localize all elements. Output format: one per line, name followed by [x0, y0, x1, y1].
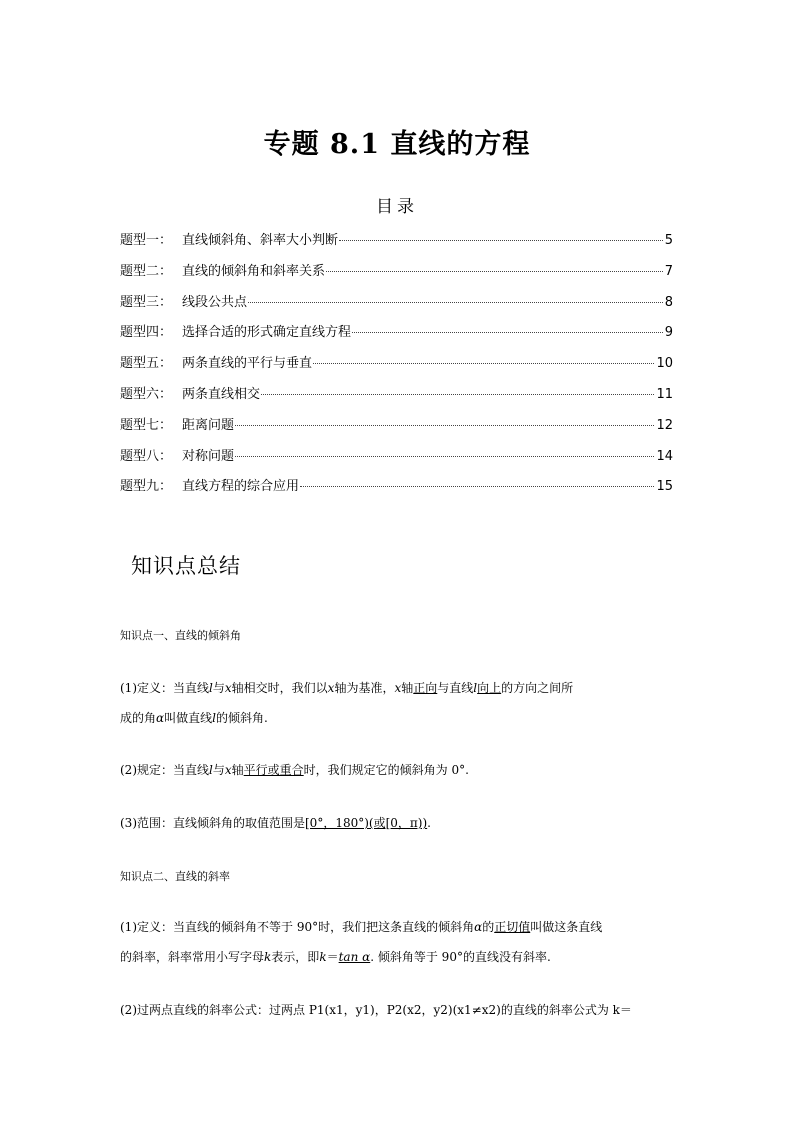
text-span: 叫做直线 — [164, 711, 213, 725]
section-heading: 知识点总结 — [131, 554, 241, 578]
underlined-term: tan α — [338, 950, 371, 964]
toc-leader-dots — [313, 363, 654, 364]
table-of-contents — [120, 229, 673, 506]
text-span: 的方向之间所 — [501, 681, 574, 695]
math-var: x — [327, 681, 335, 695]
text-span: 轴 — [401, 681, 414, 695]
text-span: 与直线 — [437, 681, 474, 695]
toc-entry-label: 题型二： — [120, 263, 173, 279]
toc-entry-text: 两条直线的平行与垂直 — [182, 356, 313, 372]
toc-heading: 目录 — [376, 197, 418, 217]
math-var: l — [209, 763, 213, 777]
math-var: l — [212, 711, 216, 725]
text-span: 时，我们规定它的倾斜角为 0°. — [303, 763, 469, 777]
toc-entry-text: 直线倾斜角、斜率大小判断 — [182, 233, 339, 248]
toc-entry-page: 10 — [656, 356, 673, 372]
toc-entry-page: 8 — [664, 294, 673, 310]
toc-entry-label: 题型八： — [120, 448, 173, 464]
kp1-paragraph-3 — [120, 808, 675, 838]
toc-entry-label: 题型一： — [120, 233, 173, 248]
text-span: (1)定义：当直线的倾斜角不等于 90°时，我们把这条直线的倾斜角 — [120, 920, 475, 934]
text-span: 轴为基准， — [334, 681, 395, 695]
underlined-term: 正切值 — [494, 920, 531, 934]
toc-leader-dots — [339, 240, 663, 241]
toc-entry-label: 题型九： — [120, 479, 173, 495]
kp2-paragraph-2: (2)过两点直线的斜率公式：过两点 P1(x1，y1)，P2(x2，y2)(x1≠x2)的直线的斜率公式为 k＝ — [120, 1003, 632, 1017]
math-var: l — [209, 681, 213, 695]
toc-entry[interactable] — [120, 383, 673, 414]
kp1-paragraph-2 — [120, 755, 675, 785]
text-span: 叫做这条直线 — [530, 920, 603, 934]
toc-entry-page: 14 — [656, 448, 673, 464]
toc-leader-dots — [248, 302, 663, 303]
document-title: 专题 8.1 直线的方程 — [263, 129, 531, 160]
text-span: 的倾斜角. — [215, 711, 268, 725]
toc-entry-label: 题型五： — [120, 356, 173, 372]
text-span: 的 — [482, 920, 495, 934]
toc-entry-page: 5 — [664, 233, 673, 248]
toc-entry[interactable] — [120, 321, 673, 352]
underlined-term: [0°，180°)(或[0，π)) — [305, 816, 428, 830]
toc-entry-page: 11 — [656, 386, 673, 402]
toc-entry-text: 线段公共点 — [182, 294, 248, 310]
toc-entry-text: 直线的倾斜角和斜率关系 — [182, 263, 326, 279]
toc-entry[interactable] — [120, 352, 673, 383]
text-span: 表示，即 — [271, 950, 320, 964]
toc-entry[interactable] — [120, 260, 673, 291]
toc-entry-text: 距离问题 — [182, 417, 235, 433]
underlined-term: 向上 — [477, 681, 502, 695]
toc-entry[interactable] — [120, 291, 673, 322]
kp2-paragraph-1 — [120, 912, 675, 972]
toc-entry-text: 选择合适的形式确定直线方程 — [182, 325, 352, 341]
math-var: α — [156, 711, 165, 725]
toc-entry-page: 7 — [664, 263, 673, 279]
math-var: x — [224, 763, 232, 777]
toc-entry-page: 15 — [656, 479, 673, 495]
math-var: k — [319, 950, 327, 964]
toc-entry-page: 12 — [656, 417, 673, 433]
kp1-paragraph-1 — [120, 673, 675, 733]
text-span: (1)定义：当直线 — [120, 681, 209, 695]
toc-entry[interactable] — [120, 414, 673, 445]
text-span: 与 — [212, 763, 225, 777]
text-span: 轴 — [231, 763, 244, 777]
text-span: . 倾斜角等于 90°的直线没有斜率. — [370, 950, 551, 964]
toc-entry-text: 对称问题 — [182, 448, 235, 464]
math-var: l — [473, 681, 478, 695]
math-var: x — [394, 681, 402, 695]
text-span: 轴相交时，我们以 — [231, 681, 328, 695]
underlined-term: 平行或重合 — [243, 763, 304, 777]
underlined-term: 正向 — [413, 681, 438, 695]
toc-leader-dots — [235, 456, 654, 457]
kp2-heading: 知识点二、直线的斜率 — [120, 870, 230, 883]
toc-leader-dots — [326, 271, 663, 272]
text-span: ＝ — [326, 950, 339, 964]
toc-entry[interactable] — [120, 229, 673, 260]
toc-entry-label: 题型四： — [120, 325, 173, 341]
toc-leader-dots — [235, 425, 654, 426]
toc-leader-dots — [300, 486, 654, 487]
text-span: (2)规定：当直线 — [120, 763, 209, 777]
math-var: k — [264, 950, 272, 964]
toc-entry-text: 两条直线相交 — [182, 386, 261, 402]
text-span: . — [427, 816, 431, 830]
toc-entry[interactable] — [120, 475, 673, 506]
toc-leader-dots — [352, 332, 663, 333]
toc-entry-text: 直线方程的综合应用 — [182, 479, 300, 495]
toc-entry-label: 题型六： — [120, 386, 173, 402]
text-span: 的斜率，斜率常用小写字母 — [120, 950, 265, 964]
text-span: 成的角 — [120, 711, 157, 725]
toc-entry[interactable] — [120, 445, 673, 476]
toc-entry-label: 题型七： — [120, 417, 173, 433]
toc-entry-label: 题型三： — [120, 294, 173, 310]
kp1-heading: 知识点一、直线的倾斜角 — [120, 629, 241, 642]
math-var: α — [474, 920, 483, 934]
toc-leader-dots — [261, 394, 654, 395]
math-var: x — [224, 681, 232, 695]
toc-entry-page: 9 — [664, 325, 673, 341]
text-span: 与 — [212, 681, 225, 695]
text-span: (3)范围：直线倾斜角的取值范围是 — [120, 816, 305, 830]
